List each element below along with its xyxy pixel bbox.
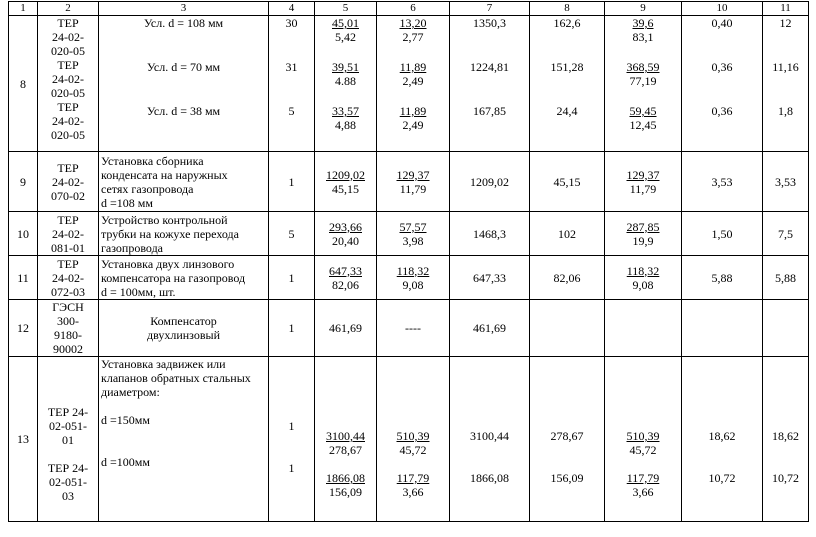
quantity: 1: [269, 256, 315, 300]
labor-total: 12 11,16 1,8: [763, 16, 809, 152]
table-row: [9, 212, 809, 256]
unit-machine-cost: ----: [377, 300, 450, 357]
table-row: [9, 256, 809, 300]
work-name: Компенсатор двухлинзовый: [99, 300, 269, 357]
total-machine-cost: 510,39 45,72 117,79 3,66: [605, 357, 682, 522]
unit-cost: 647,33 82,06: [315, 256, 377, 300]
table-row: [9, 152, 809, 212]
unit-cost: 3100,44 278,67 1866,08 156,09: [315, 357, 377, 522]
labor-unit: 5,88: [682, 256, 763, 300]
resource-code: ТЕР 24-02- 070-02: [38, 152, 99, 212]
column-header: 8: [530, 2, 605, 16]
row-number: 11: [9, 256, 38, 300]
column-header: 9: [605, 2, 682, 16]
column-header: 7: [450, 2, 530, 16]
resource-code: ТЕР 24-02- 072-03: [38, 256, 99, 300]
column-header: 3: [99, 2, 269, 16]
total-cost: 3100,44 1866,08: [450, 357, 530, 522]
resource-code: ТЕР 24-02- 081-01: [38, 212, 99, 256]
quantity: 1: [269, 152, 315, 212]
column-header: 6: [377, 2, 450, 16]
work-name: Установка сборника конденсата на наружных сетях газопровода d =108 мм: [99, 152, 269, 212]
column-header: 2: [38, 2, 99, 16]
row-number: 10: [9, 212, 38, 256]
work-name: Установка двух линзового компенсатора на газопровод d = 100мм, шт.: [99, 256, 269, 300]
quantity: 1 1: [269, 357, 315, 522]
column-header: 5: [315, 2, 377, 16]
work-name: Устройство контрольной трубки на кожухе перехода газопровода: [99, 212, 269, 256]
column-header: 4: [269, 2, 315, 16]
total-machine-cost: 129,37 11,79: [605, 152, 682, 212]
total-machine-cost: 39,6 83,1 368,59 77,19 59,45 12,45: [605, 16, 682, 152]
quantity: 30 31 5: [269, 16, 315, 152]
header-row: [9, 2, 809, 16]
quantity: 1: [269, 300, 315, 357]
total-machine-cost: 287,85 19,9: [605, 212, 682, 256]
unit-machine-cost: 13,20 2,77 11,89 2,49 11,89 2,49: [377, 16, 450, 152]
total-cost: 461,69: [450, 300, 530, 357]
column-header: 1: [9, 2, 38, 16]
table-row: [9, 357, 809, 522]
labor-unit: 18,62 10,72: [682, 357, 763, 522]
unit-machine-cost: 510,39 45,72 117,79 3,66: [377, 357, 450, 522]
row-number: 13: [9, 357, 38, 522]
table-row: [9, 300, 809, 357]
column-header: 11: [763, 2, 809, 16]
labor-unit: 0,40 0,36 0,36: [682, 16, 763, 152]
labor-unit: 1,50: [682, 212, 763, 256]
row-number: 8: [9, 16, 38, 152]
labor-total: [763, 300, 809, 357]
unit-machine-cost: 57,57 3,98: [377, 212, 450, 256]
labor-total: 3,53: [763, 152, 809, 212]
labor-unit: [682, 300, 763, 357]
unit-machine-cost: 118,32 9,08: [377, 256, 450, 300]
total-cost: 1468,3: [450, 212, 530, 256]
quantity: 5: [269, 212, 315, 256]
total-cost: 1209,02: [450, 152, 530, 212]
unit-cost: 293,66 20,40: [315, 212, 377, 256]
work-name: Усл. d = 108 мм Усл. d = 70 мм Усл. d = 38 мм: [99, 16, 269, 152]
total-wages: 162,6 151,28 24,4: [530, 16, 605, 152]
estimate-table: [8, 1, 809, 522]
total-wages: 82,06: [530, 256, 605, 300]
work-name: Установка задвижек или клапанов обратных стальных диаметром: d =150мм d =100мм: [99, 357, 269, 522]
total-machine-cost: 118,32 9,08: [605, 256, 682, 300]
resource-code: ТЕР 24- 02-051- 01 ТЕР 24- 02-051- 03: [38, 357, 99, 522]
labor-unit: 3,53: [682, 152, 763, 212]
total-cost: 647,33: [450, 256, 530, 300]
column-header: 10: [682, 2, 763, 16]
unit-cost: 461,69: [315, 300, 377, 357]
unit-machine-cost: 129,37 11,79: [377, 152, 450, 212]
total-wages: 102: [530, 212, 605, 256]
resource-code: ТЕР 24-02- 020-05 ТЕР 24-02- 020-05 ТЕР 24-02- 020-05: [38, 16, 99, 152]
total-wages: 278,67 156,09: [530, 357, 605, 522]
row-number: 9: [9, 152, 38, 212]
total-cost: 1350,3 1224,81 167,85: [450, 16, 530, 152]
total-machine-cost: [605, 300, 682, 357]
unit-cost: 45,01 5,42 39,51 4.88 33,57 4,88: [315, 16, 377, 152]
table-row: [9, 16, 809, 152]
resource-code: ГЭСН 300- 9180- 90002: [38, 300, 99, 357]
labor-total: 18,62 10,72: [763, 357, 809, 522]
total-wages: [530, 300, 605, 357]
labor-total: 5,88: [763, 256, 809, 300]
labor-total: 7,5: [763, 212, 809, 256]
total-wages: 45,15: [530, 152, 605, 212]
unit-cost: 1209,02 45,15: [315, 152, 377, 212]
row-number: 12: [9, 300, 38, 357]
